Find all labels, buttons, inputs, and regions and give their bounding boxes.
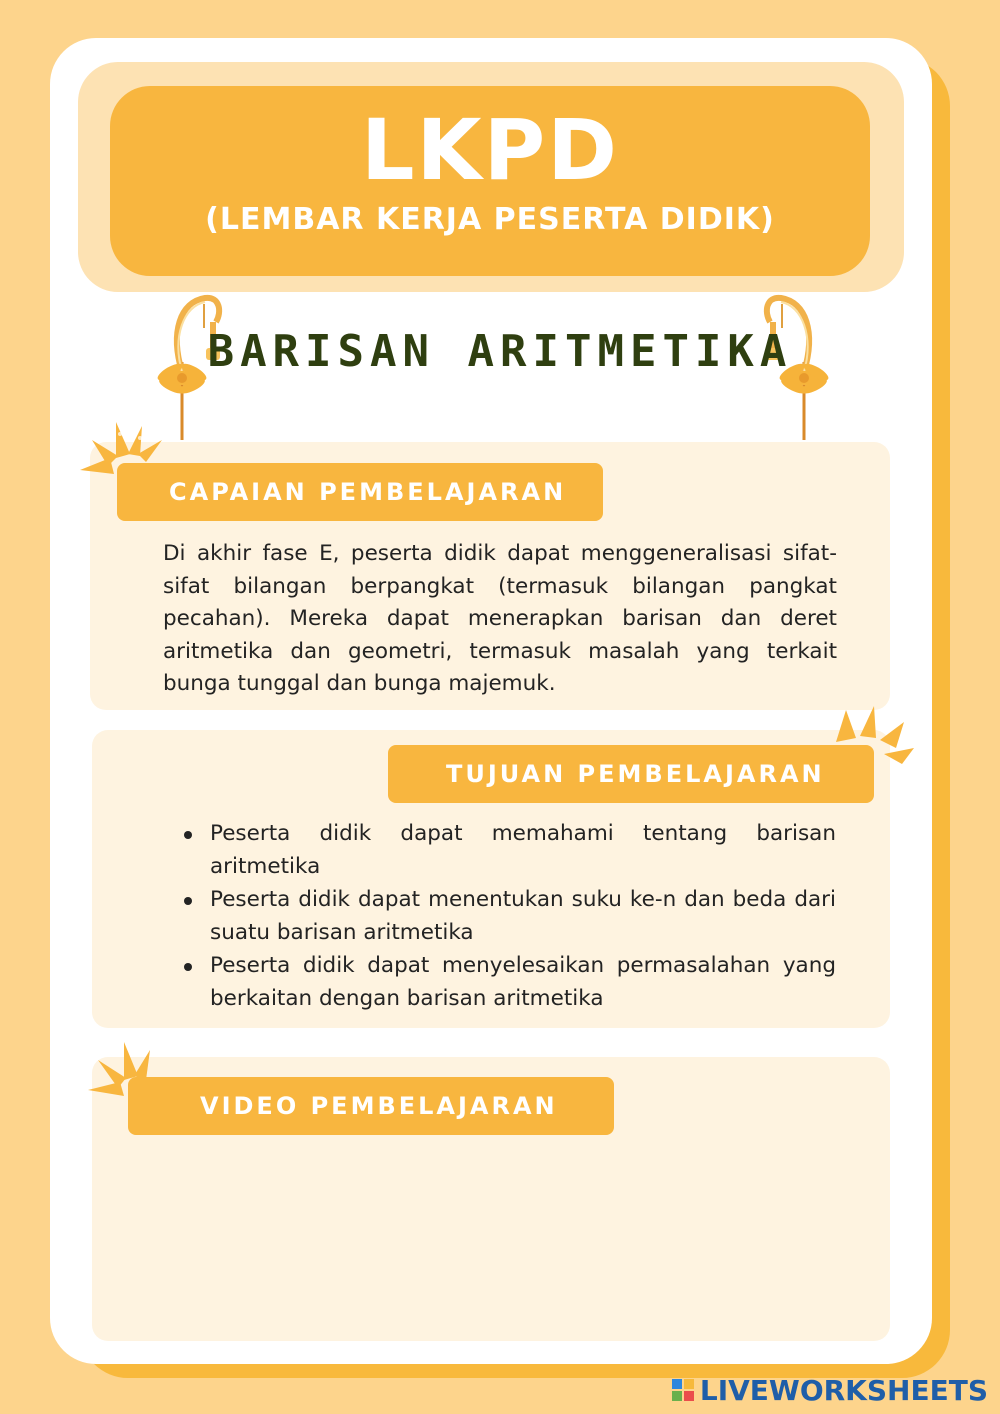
header-subtitle: (LEMBAR KERJA PESERTA DIDIK) xyxy=(205,202,775,237)
tujuan-list xyxy=(184,818,836,1016)
tujuan-item-2: Peserta didik dapat menentukan suku ke-n dan beda dari suatu barisan aritmetika xyxy=(184,884,836,949)
capaian-label-text: CAPAIAN PEMBELAJARAN xyxy=(169,478,567,506)
header-box xyxy=(110,86,870,276)
main-title: BARISAN ARITMETIKA xyxy=(207,326,793,377)
tujuan-item-1: Peserta didik dapat memahami tentang barisan aritmetika xyxy=(184,818,836,883)
liveworksheets-logo[interactable] xyxy=(672,1372,988,1408)
video-embed-area[interactable] xyxy=(128,1150,848,1320)
video-label xyxy=(128,1077,614,1135)
tujuan-item-3: Peserta didik dapat menyelesaikan permasalahan yang berkaitan dengan barisan aritmetika xyxy=(184,950,836,1015)
liveworksheets-brand: LIVEWORKSHEETS xyxy=(699,1373,988,1407)
video-label-text: VIDEO PEMBELAJARAN xyxy=(200,1092,558,1120)
header-title: LKPD xyxy=(361,101,619,199)
tujuan-label xyxy=(388,745,874,803)
tujuan-label-text: TUJUAN PEMBELAJARAN xyxy=(446,760,825,788)
capaian-text: Di akhir fase E, peserta didik dapat menggeneralisasi sifat-sifat bilangan berpangkat (termasuk bilangan pangkat pecahan). Mereka dapat menerapkan barisan dan deret aritmetika dan geometri, termasuk masalah yang terkait bunga tunggal dan bunga majemuk. xyxy=(163,541,837,696)
liveworksheets-logo-icon xyxy=(672,1379,694,1401)
capaian-label xyxy=(117,463,603,521)
